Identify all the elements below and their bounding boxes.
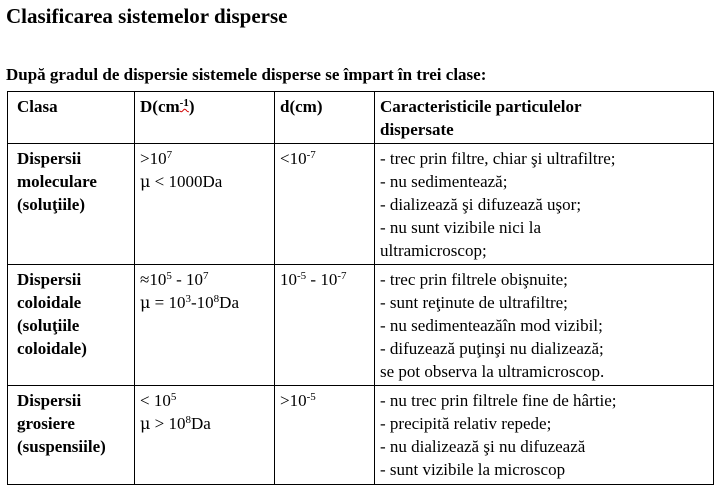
D-cell bbox=[135, 265, 275, 386]
feature-line: - sunt vizibile la microscop bbox=[380, 460, 566, 479]
molar-mass-exponent: 8 bbox=[185, 414, 191, 426]
header-D-close: ) bbox=[188, 97, 195, 116]
header-D bbox=[135, 92, 275, 144]
feature-line: - nu sedimenteazăîn mod vizibil; bbox=[380, 316, 603, 335]
table-row bbox=[8, 144, 714, 265]
header-class bbox=[8, 92, 135, 144]
class-line: Dispersii bbox=[17, 270, 82, 289]
header-D-exponent: -1 bbox=[179, 97, 189, 109]
d-value: - 10 bbox=[306, 270, 338, 289]
feature-line: - precipită relativ repede; bbox=[380, 414, 552, 433]
mu-symbol: μ bbox=[140, 414, 151, 433]
D-value: >10 bbox=[140, 149, 167, 168]
page-title: Clasificarea sistemelor disperse bbox=[6, 4, 288, 28]
class-cell bbox=[8, 144, 135, 265]
header-characteristics-line1: Caracteristicile particulelor bbox=[380, 97, 582, 116]
molar-mass-unit: Da bbox=[191, 414, 211, 433]
class-line: coloidale bbox=[17, 293, 82, 312]
feature-line: - nu trec prin filtrele fine de hârtie; bbox=[380, 391, 617, 410]
d-exponent: -7 bbox=[337, 270, 347, 282]
d-value: <10 bbox=[280, 149, 307, 168]
feature-line: - sunt reţinute de ultrafiltre; bbox=[380, 293, 568, 312]
header-class-label: Clasa bbox=[17, 97, 58, 116]
table-row bbox=[8, 265, 714, 386]
d-cell bbox=[275, 265, 375, 386]
header-characteristics-line2: dispersate bbox=[380, 120, 454, 139]
features-cell bbox=[375, 265, 714, 386]
molar-mass: = 10 bbox=[150, 293, 186, 312]
d-cell bbox=[275, 144, 375, 265]
feature-line: - nu sunt vizibile nici la bbox=[380, 218, 541, 237]
d-value: >10 bbox=[280, 391, 307, 410]
class-line: moleculare bbox=[17, 172, 97, 191]
D-value: < 10 bbox=[140, 391, 171, 410]
d-cell bbox=[275, 386, 375, 485]
feature-line: se pot observa la ultramicroscop. bbox=[380, 362, 605, 381]
molar-mass-unit: Da bbox=[219, 293, 239, 312]
D-value: ≈10 bbox=[140, 270, 167, 289]
features-cell bbox=[375, 144, 714, 265]
D-cell bbox=[135, 144, 275, 265]
classification-table bbox=[7, 91, 714, 485]
class-line: (soluţiile) bbox=[17, 195, 85, 214]
feature-line: - trec prin filtrele obişnuite; bbox=[380, 270, 568, 289]
class-cell bbox=[8, 265, 135, 386]
D-value: - 10 bbox=[171, 270, 204, 289]
class-line: coloidale) bbox=[17, 339, 87, 358]
class-line: grosiere bbox=[17, 414, 75, 433]
mu-symbol: μ bbox=[140, 172, 151, 191]
molar-mass: > 10 bbox=[150, 414, 186, 433]
D-cell bbox=[135, 386, 275, 485]
mu-symbol: μ bbox=[140, 293, 151, 312]
header-characteristics bbox=[375, 92, 714, 144]
molar-mass-exponent: 3 bbox=[185, 293, 191, 305]
D-exponent: 5 bbox=[170, 391, 177, 403]
class-line: Dispersii bbox=[17, 149, 82, 168]
features-cell bbox=[375, 386, 714, 485]
class-cell bbox=[8, 386, 135, 485]
D-exponent: 7 bbox=[166, 149, 173, 161]
header-D-label: D(cm bbox=[140, 97, 180, 116]
feature-line: - trec prin filtre, chiar şi ultrafiltre; bbox=[380, 149, 616, 168]
header-d-label: d(cm) bbox=[280, 97, 323, 116]
intro-text: După gradul de dispersie sistemele disperse se împart în trei clase: bbox=[6, 65, 487, 84]
molar-mass-exponent: 8 bbox=[213, 293, 220, 305]
feature-line: - nu dializează şi nu difuzează bbox=[380, 437, 586, 456]
table-header-row bbox=[8, 92, 714, 144]
d-value: 10 bbox=[280, 270, 297, 289]
table-row bbox=[8, 386, 714, 485]
d-exponent: -5 bbox=[297, 270, 307, 282]
header-d bbox=[275, 92, 375, 144]
class-line: (suspensiile) bbox=[17, 437, 106, 456]
feature-line: - nu sedimentează; bbox=[380, 172, 508, 191]
feature-line: ultramicroscop; bbox=[380, 241, 487, 260]
d-exponent: -7 bbox=[306, 149, 316, 161]
molar-mass: < 1000Da bbox=[150, 172, 223, 191]
molar-mass: -10 bbox=[191, 293, 214, 312]
D-exponent: 5 bbox=[166, 270, 172, 282]
D-exponent: 7 bbox=[203, 270, 209, 282]
class-line: Dispersii bbox=[17, 391, 82, 410]
d-exponent: -5 bbox=[306, 391, 316, 403]
feature-line: - difuzează puţinşi nu dializează; bbox=[380, 339, 604, 358]
feature-line: - dializează şi difuzează uşor; bbox=[380, 195, 582, 214]
class-line: (soluţiile bbox=[17, 316, 80, 335]
